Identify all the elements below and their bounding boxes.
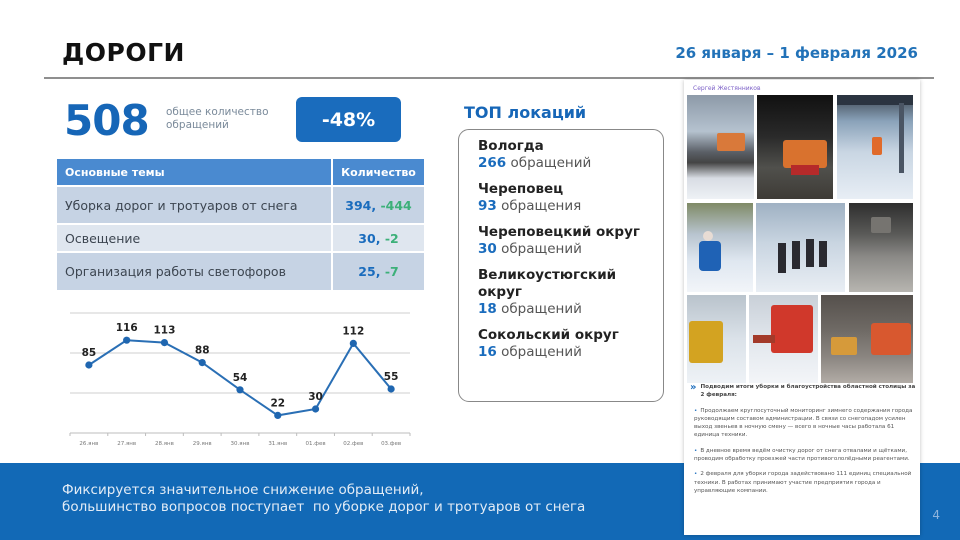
column-header-topic: Основные темы	[57, 159, 332, 186]
count-separator: ,	[371, 197, 381, 213]
x-tick-label: 01.фев	[305, 441, 326, 447]
data-point	[199, 359, 206, 366]
data-label: 88	[194, 344, 210, 357]
location-count-number: 16	[478, 344, 497, 360]
count-separator: ,	[375, 230, 385, 246]
bullet-icon: •	[694, 447, 698, 454]
photo-orange-trucks-night	[821, 295, 913, 383]
location-name: Череповец	[478, 181, 564, 197]
post-author: Сергей Жестянников	[693, 85, 761, 92]
data-label: 55	[383, 371, 399, 383]
social-post-screenshot	[684, 80, 920, 535]
x-tick-label: 31.янв	[268, 441, 288, 447]
location-name: Череповецкий округ	[478, 224, 640, 240]
location-name: Великоустюгский округ	[478, 267, 617, 300]
location-count-number: 93	[478, 198, 497, 214]
caption-heading	[690, 383, 916, 400]
caption-bullet-text: В дневное время ведём очистку дорог от снега отвалами и щётками, проводим обработку проезжей части противогололёдными реагентами.	[694, 447, 910, 463]
date-range: 26 января – 1 февраля 2026	[675, 44, 918, 62]
table-row	[57, 252, 424, 290]
count-delta: -7	[384, 264, 399, 279]
footer-summary	[62, 482, 585, 516]
photo-plow-night-road	[849, 203, 913, 292]
total-requests-label: общее количество обращений	[166, 106, 269, 131]
data-label: 113	[153, 324, 176, 337]
topic-cell: Уборка дорог и тротуаров от снега	[57, 186, 332, 224]
bullet-icon: •	[694, 471, 698, 478]
location-count	[478, 198, 653, 215]
x-tick-label: 02.фев	[343, 441, 364, 447]
caption-bullet	[690, 447, 916, 464]
topics-table	[57, 159, 424, 290]
location-name: Вологда	[478, 138, 544, 154]
caption-bullet-text: Продолжаем круглосуточный мониторинг зимнего содержания города руководящим составом администрации. В связи со снегопадом усилен выход звеньев в ночную смену — всего в ночные часы работала 61 единица техники.	[694, 407, 913, 439]
photo-snowplow-street	[687, 95, 754, 199]
header-divider	[44, 77, 934, 79]
location-count-unit: обращения	[501, 198, 582, 214]
location-count	[478, 241, 653, 258]
table-row	[57, 186, 424, 224]
location-count-number: 266	[478, 155, 507, 171]
caption-bullet	[690, 407, 916, 440]
location-item	[478, 327, 653, 361]
count-cell	[332, 186, 424, 224]
count-value: 394	[345, 197, 372, 213]
photo-worker-bus-stop	[837, 95, 913, 199]
photo-workers-with-shovels	[756, 203, 845, 292]
location-item	[478, 267, 653, 318]
topic-cell: Освещение	[57, 224, 332, 252]
location-count	[478, 344, 653, 361]
page-number: 4	[932, 508, 940, 522]
location-item	[478, 138, 653, 172]
data-point	[350, 340, 357, 347]
x-tick-label: 26.янв	[79, 441, 99, 447]
location-item	[478, 224, 653, 258]
count-value: 25	[358, 264, 376, 279]
table-row	[57, 224, 424, 252]
count-delta: -444	[380, 197, 412, 213]
data-label: 22	[270, 397, 286, 410]
change-percent-badge: -48%	[296, 97, 401, 142]
data-label: 112	[342, 325, 365, 338]
photo-red-tractor-plow	[749, 295, 818, 383]
count-delta: -2	[384, 230, 399, 246]
location-count	[478, 301, 653, 318]
x-tick-label: 27.янв	[117, 441, 137, 447]
x-tick-label: 30.янв	[230, 441, 250, 447]
caption-heading-text: Подводим итоги уборки и благоустройства областной столицы за 2 февраля:	[700, 384, 916, 399]
data-point	[312, 405, 319, 412]
top-locations-list	[458, 129, 664, 402]
count-cell	[332, 224, 424, 252]
post-caption	[690, 383, 916, 495]
data-point	[388, 385, 395, 392]
x-tick-label: 03.фев	[381, 441, 402, 447]
data-label: 54	[232, 371, 248, 384]
photo-official-in-snow	[687, 203, 753, 292]
photo-yellow-loader	[687, 295, 746, 383]
topic-cell: Организация работы светофоров	[57, 252, 332, 290]
data-point	[85, 361, 92, 368]
photo-orange-truck-night	[757, 95, 833, 199]
data-label: 30	[308, 391, 323, 403]
double-chevron-icon: »	[690, 382, 697, 393]
count-value: 30	[358, 230, 376, 246]
count-cell	[332, 252, 424, 290]
location-count-unit: обращений	[501, 301, 582, 317]
x-tick-label: 29.янв	[192, 441, 212, 447]
data-point	[161, 339, 168, 346]
location-count-unit: обращений	[501, 344, 582, 360]
location-count-number: 30	[478, 241, 497, 257]
location-count-number: 18	[478, 301, 497, 317]
top-locations-title: ТОП локаций	[464, 103, 587, 122]
caption-bullet	[690, 470, 916, 495]
data-point	[274, 412, 281, 419]
footer-line-2: большинство вопросов поступает по уборке дорог и тротуаров от снега	[62, 499, 586, 515]
table-header-row	[57, 159, 424, 186]
location-count-unit: обращений	[501, 241, 582, 257]
x-tick-label: 28.янв	[154, 441, 174, 447]
page-title: ДОРОГИ	[62, 38, 185, 67]
column-header-count: Количество	[332, 159, 424, 186]
location-count	[478, 155, 653, 172]
count-separator: ,	[375, 264, 385, 279]
data-point	[123, 337, 130, 344]
caption-bullet-text: 2 февраля для уборки города задействовано 111 единиц специальной техники. В работах принимают участие предприятия города и управляющие компании.	[694, 471, 912, 494]
location-item	[478, 181, 653, 215]
location-count-unit: обращений	[510, 155, 592, 171]
bullet-icon: •	[694, 407, 698, 414]
data-label: 85	[81, 347, 97, 359]
daily-requests-line-chart	[60, 305, 420, 455]
total-requests-number: 508	[64, 96, 149, 145]
footer-line-1: Фиксируется значительное снижение обращений,	[62, 482, 424, 498]
data-label: 116	[115, 322, 138, 335]
location-name: Сокольский округ	[478, 327, 619, 343]
data-point	[236, 386, 243, 393]
